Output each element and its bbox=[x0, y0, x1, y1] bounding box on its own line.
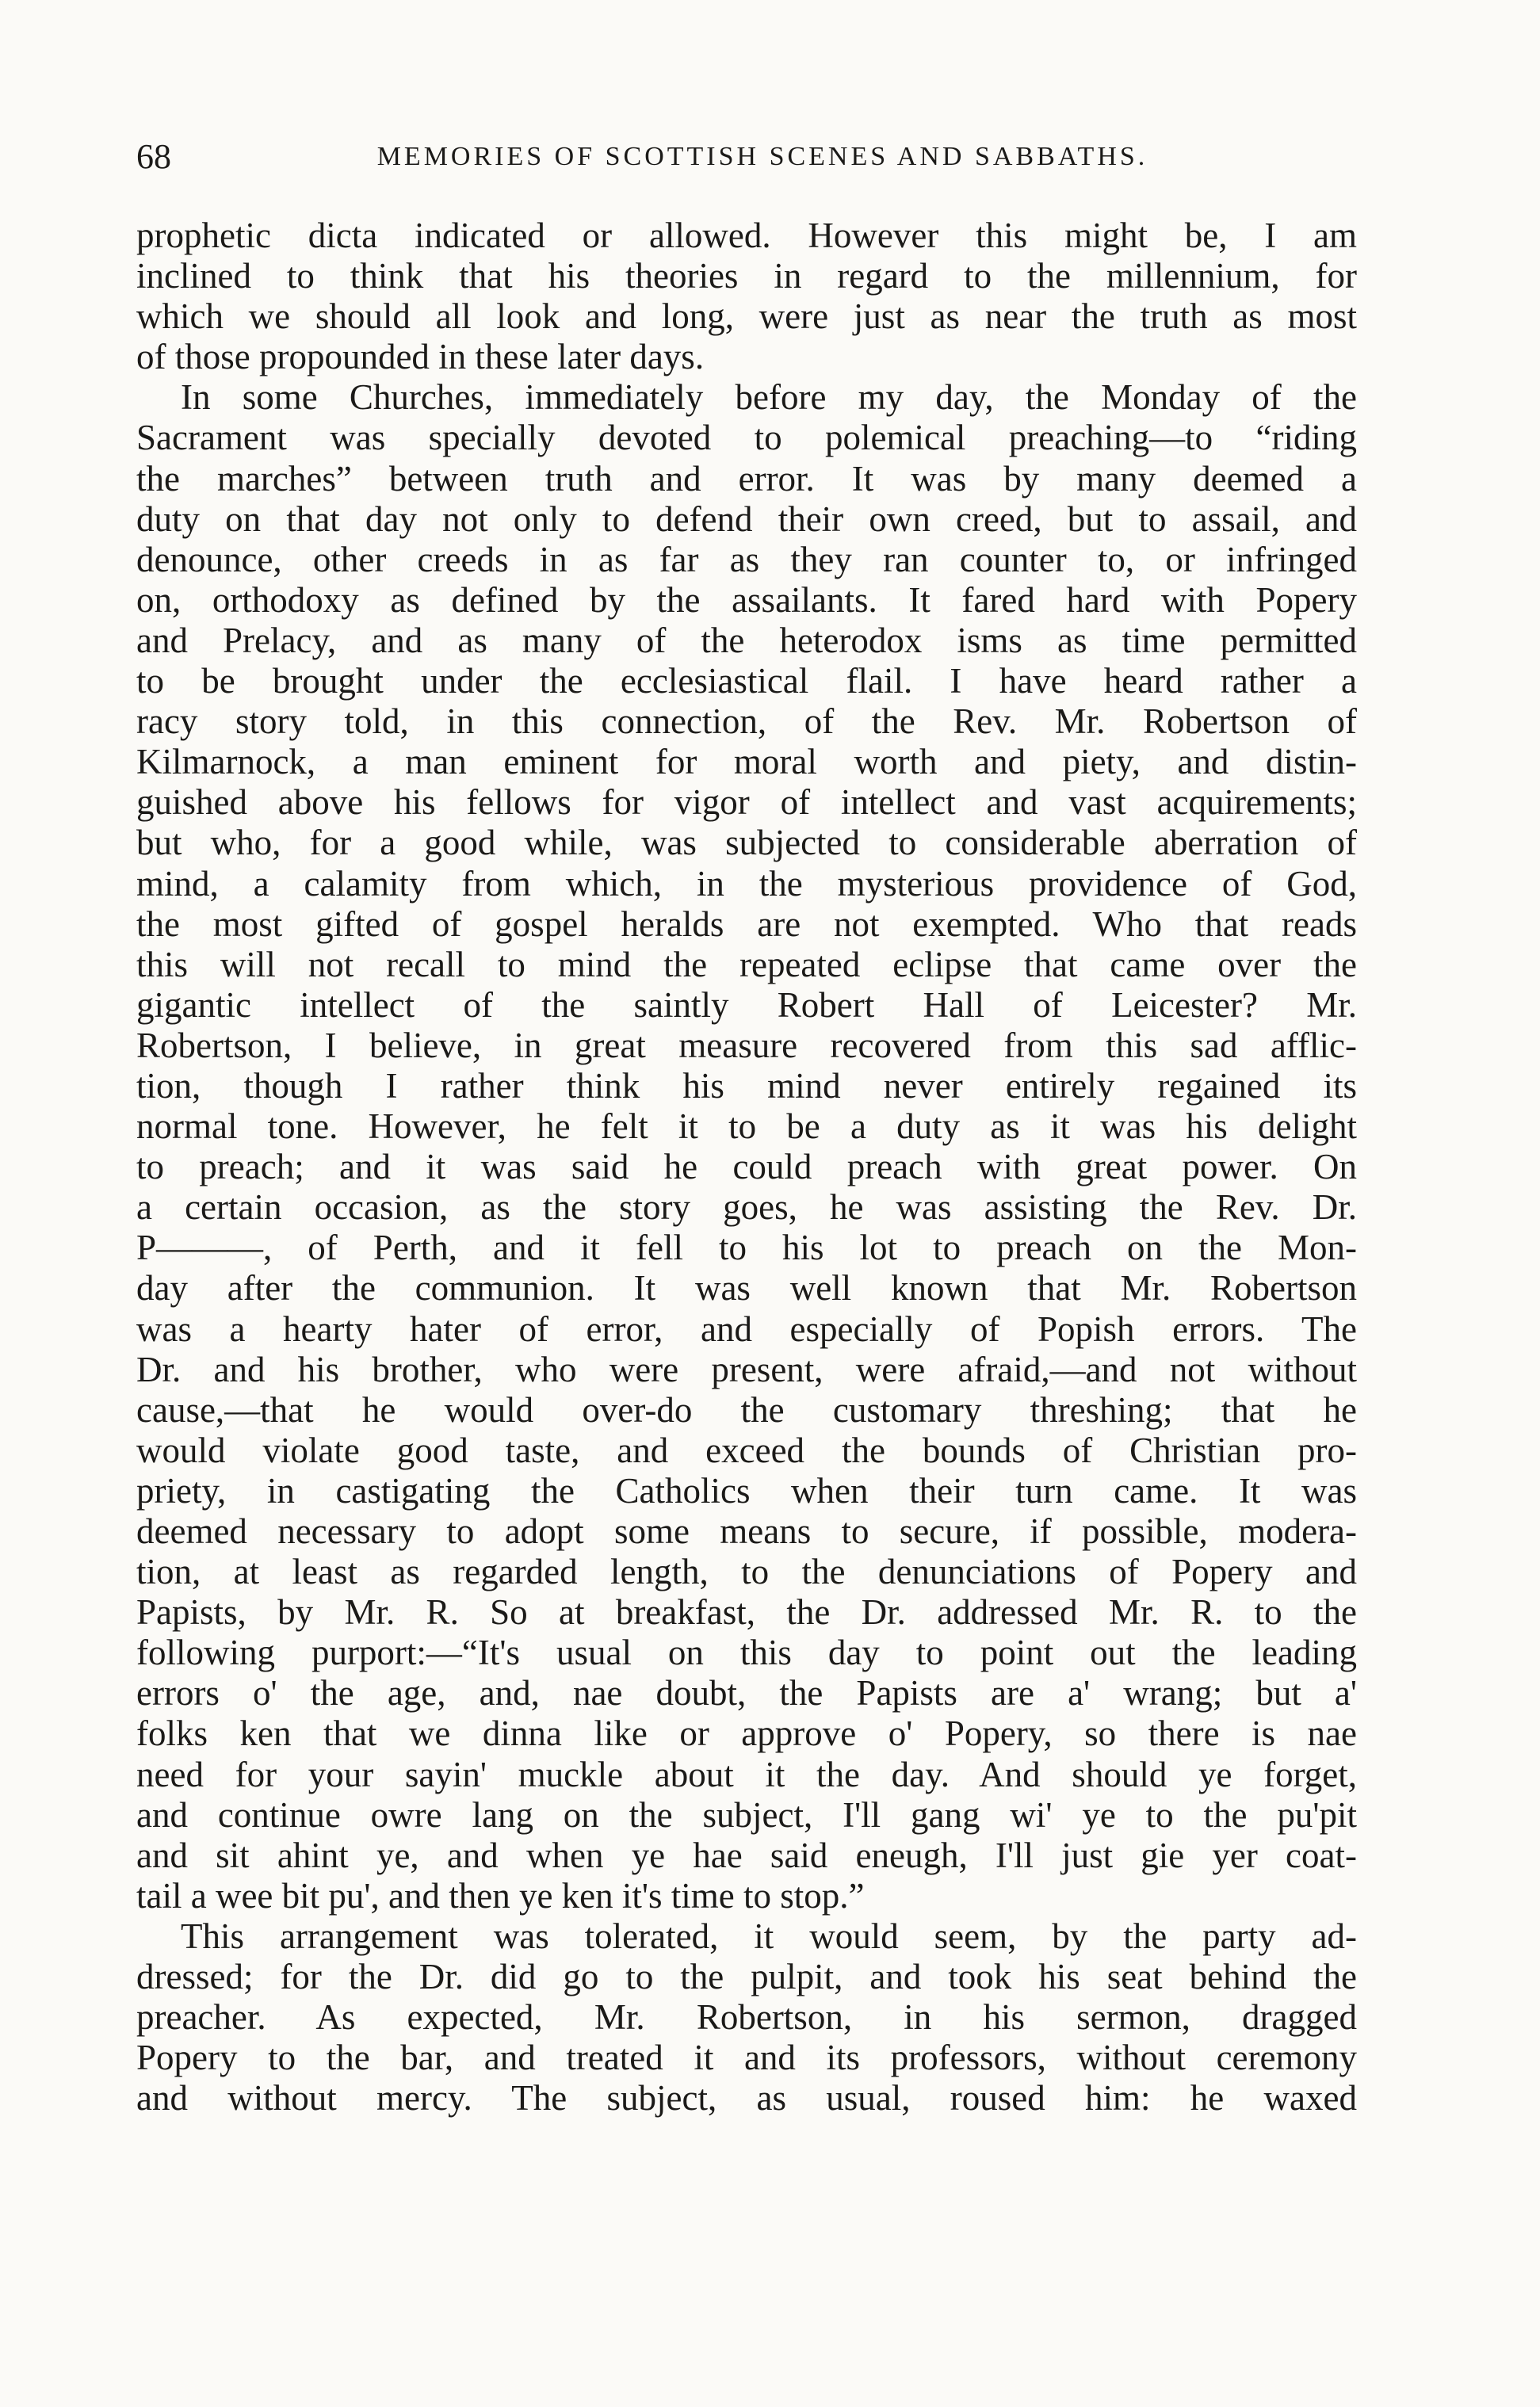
paragraph-start-line: This arrangement was tolerated, it would seem, by the party ad- bbox=[181, 1916, 1357, 1956]
text-line: the most gifted of gospel heralds are not exempted. Who that reads bbox=[136, 904, 1357, 944]
text-line: and continue owre lang on the subject, I'll gang wi' ye to the pu'pit bbox=[136, 1794, 1357, 1835]
text-line: this will not recall to mind the repeated eclipse that came over the bbox=[136, 944, 1357, 984]
text-line: the marches” between truth and error. It was by many deemed a bbox=[136, 458, 1357, 499]
text-line: guished above his fellows for vigor of intellect and vast acquirements; bbox=[136, 782, 1357, 823]
text-line: Sacrament was specially devoted to polemical preaching—to “riding bbox=[136, 418, 1357, 458]
text-line: Popery to the bar, and treated it and its professors, without ceremony bbox=[136, 2038, 1357, 2078]
text-line: preacher. As expected, Mr. Robertson, in his sermon, dragged bbox=[136, 1997, 1357, 2038]
text-line: tion, though I rather think his mind never entirely regained its bbox=[136, 1065, 1357, 1106]
text-line: need for your sayin' muckle about it the day. And should ye forget, bbox=[136, 1754, 1357, 1794]
body-text bbox=[136, 216, 1357, 2119]
text-line: duty on that day not only to defend their own creed, but to assail, and bbox=[136, 499, 1357, 539]
text-line: Kilmarnock, a man eminent for moral worth and piety, and distin- bbox=[136, 742, 1357, 782]
page-number: 68 bbox=[136, 137, 171, 176]
text-line: day after the communion. It was well known that Mr. Robertson bbox=[136, 1268, 1357, 1309]
text-line: denounce, other creeds in as far as they ran counter to, or infringed bbox=[136, 539, 1357, 579]
text-line: gigantic intellect of the saintly Robert Hall of Leicester? Mr. bbox=[136, 984, 1357, 1025]
text-line: deemed necessary to adopt some means to secure, if possible, modera- bbox=[136, 1511, 1357, 1551]
text-line: of those propounded in these later days. bbox=[136, 337, 705, 377]
text-line: P———, of Perth, and it fell to his lot to preach on the Mon- bbox=[136, 1228, 1357, 1268]
text-line: Papists, by Mr. R. So at breakfast, the Dr. addressed Mr. R. to the bbox=[136, 1592, 1357, 1633]
text-line: prophetic dicta indicated or allowed. However this might be, I am bbox=[136, 216, 1357, 255]
text-line: normal tone. However, he felt it to be a duty as it was his delight bbox=[136, 1106, 1357, 1147]
text-line: cause,—that he would over-do the customary threshing; that he bbox=[136, 1389, 1357, 1430]
text-line: tail a wee bit pu', and then ye ken it's time to stop.” bbox=[136, 1875, 865, 1916]
text-line: priety, in castigating the Catholics when their turn came. It was bbox=[136, 1470, 1357, 1511]
text-line: and sit ahint ye, and when ye hae said eneugh, I'll just gie yer coat- bbox=[136, 1835, 1357, 1875]
text-line: to be brought under the ecclesiastical flail. I have heard rather a bbox=[136, 661, 1357, 701]
text-line: would violate good taste, and exceed the bounds of Christian pro- bbox=[136, 1430, 1357, 1470]
text-line: Dr. and his brother, who were present, were afraid,—and not without bbox=[136, 1349, 1357, 1389]
text-line: folks ken that we dinna like or approve o' Popery, so there is nae bbox=[136, 1714, 1357, 1754]
text-line: but who, for a good while, was subjected to considerable aberration of bbox=[136, 823, 1357, 863]
text-line: dressed; for the Dr. did go to the pulpit, and took his seat behind the bbox=[136, 1957, 1357, 1997]
text-line: following purport:—“It's usual on this day to point out the leading bbox=[136, 1633, 1357, 1673]
text-line: tion, at least as regarded length, to the denunciations of Popery and bbox=[136, 1552, 1357, 1592]
text-line: inclined to think that his theories in regard to the millennium, for bbox=[136, 256, 1357, 296]
page-header bbox=[136, 133, 1357, 181]
running-title: MEMORIES OF SCOTTISH SCENES AND SABBATHS. bbox=[376, 142, 1148, 171]
text-line: Robertson, I believe, in great measure recovered from this sad afflic- bbox=[136, 1025, 1357, 1065]
text-line: a certain occasion, as the story goes, he was assisting the Rev. Dr. bbox=[136, 1187, 1357, 1228]
paragraph-start-line: In some Churches, immediately before my day, the Monday of the bbox=[181, 377, 1357, 418]
text-line: which we should all look and long, were just as near the truth as most bbox=[136, 296, 1357, 337]
text-line: was a hearty hater of error, and especially of Popish errors. The bbox=[136, 1309, 1357, 1349]
text-line: racy story told, in this connection, of the Rev. Mr. Robertson of bbox=[136, 701, 1357, 742]
text-line: mind, a calamity from which, in the mysterious providence of God, bbox=[136, 863, 1357, 904]
text-line: to preach; and it was said he could preach with great power. On bbox=[136, 1147, 1357, 1187]
text-line: errors o' the age, and, nae doubt, the Papists are a' wrang; but a' bbox=[136, 1673, 1357, 1714]
text-line: and without mercy. The subject, as usual, roused him: he waxed bbox=[136, 2078, 1357, 2119]
text-line: on, orthodoxy as defined by the assailants. It fared hard with Popery bbox=[136, 579, 1357, 620]
text-line: and Prelacy, and as many of the heterodox isms as time permitted bbox=[136, 620, 1357, 660]
